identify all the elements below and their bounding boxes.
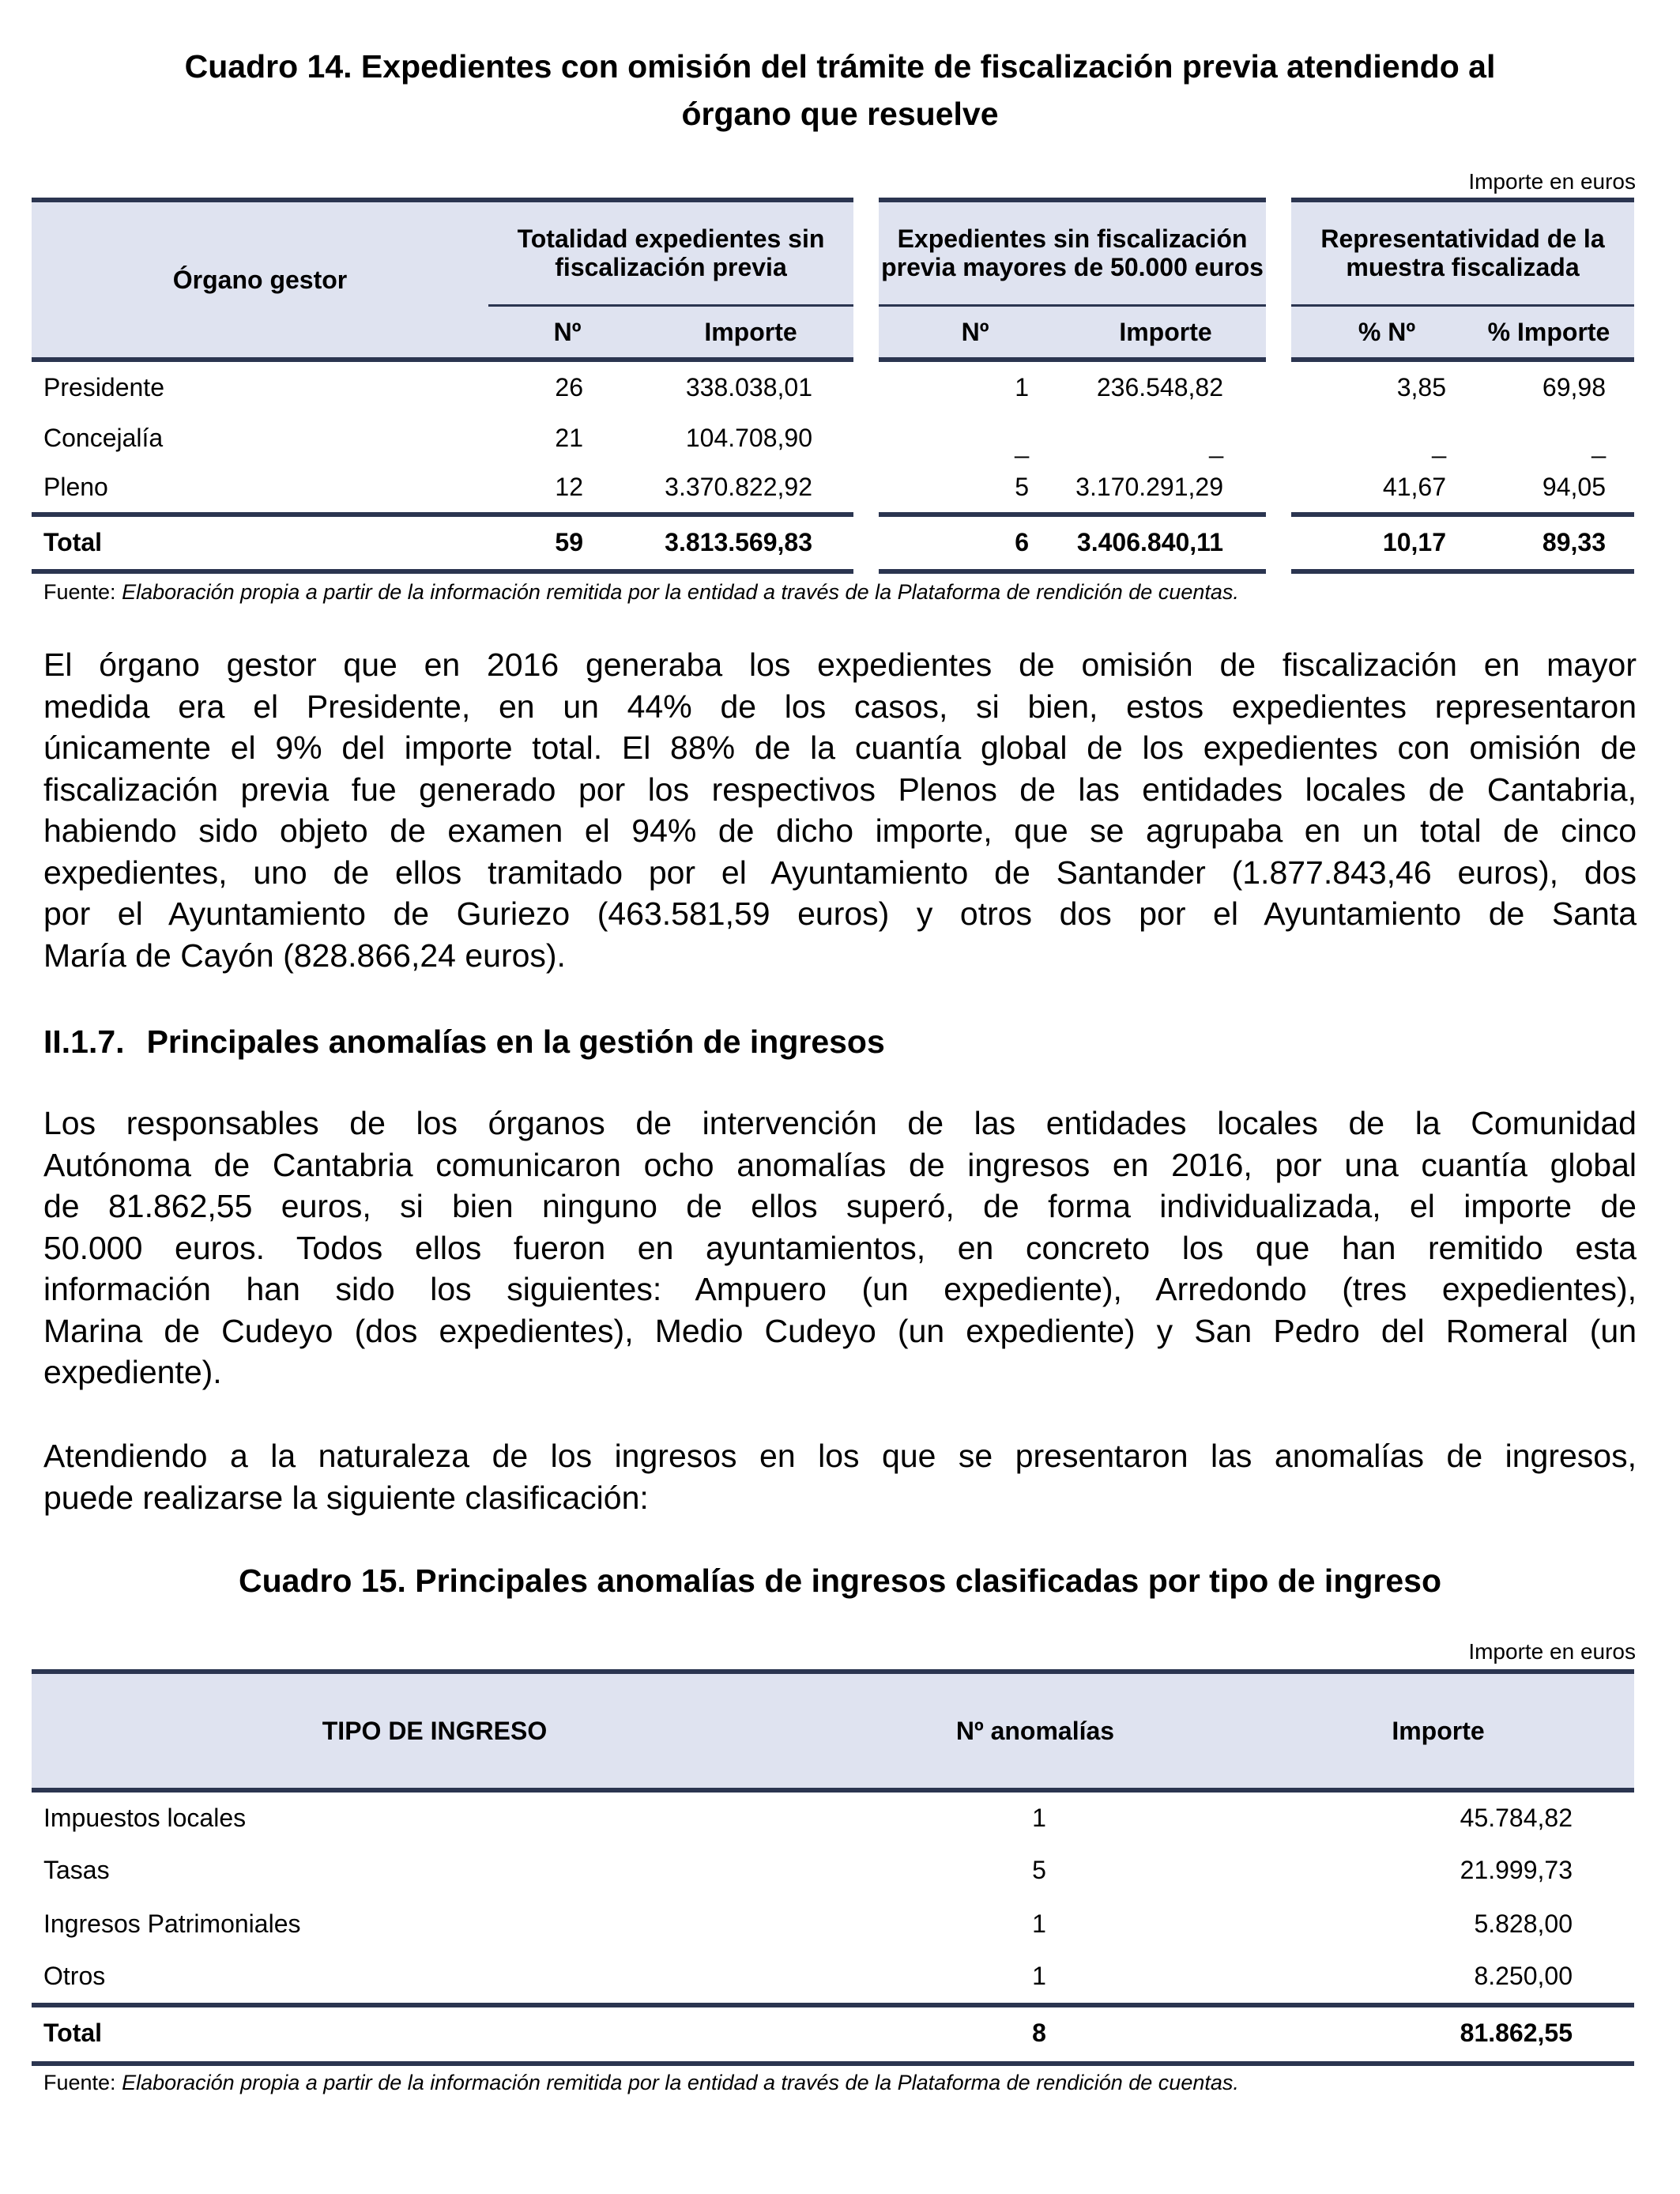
rule bbox=[32, 2003, 1634, 2007]
cell-n: 1 bbox=[1032, 1962, 1046, 1990]
cell-importe: 45.784,82 bbox=[1460, 1804, 1573, 1832]
paragraph-3 bbox=[43, 1435, 1637, 1518]
total-pct-n: 10,17 bbox=[1382, 528, 1446, 556]
source-label: Fuente: bbox=[43, 580, 122, 604]
cell-pct-n: 41,67 bbox=[1382, 473, 1446, 501]
cell-n2: _ bbox=[1015, 430, 1029, 458]
cuadro-14-title-line-1: Cuadro 14. Expedientes con omisión del trámite de fiscalización previa atendiendo al bbox=[184, 48, 1496, 85]
rule bbox=[879, 569, 1266, 574]
cell-tipo: Otros bbox=[43, 1962, 106, 1990]
total-label: Total bbox=[43, 528, 103, 556]
rule bbox=[879, 357, 1266, 362]
cell-n2: 5 bbox=[1015, 473, 1029, 501]
header-representatividad: Representatividad de la muestra fiscalizada bbox=[1320, 224, 1605, 281]
header-importe-1: Importe bbox=[704, 318, 797, 346]
cuadro-14-title bbox=[79, 43, 1601, 138]
cell-importe: 8.250,00 bbox=[1474, 1962, 1573, 1990]
cell-n: 1 bbox=[1032, 1909, 1046, 1938]
total-n: 8 bbox=[1032, 2019, 1046, 2047]
cell-tipo: Ingresos Patrimoniales bbox=[43, 1909, 301, 1938]
paragraph-line: información han sido los siguientes: Ampuero (un expediente), Arredondo (tres expedientes), bbox=[43, 1271, 1637, 1307]
header-n-1: Nº bbox=[553, 318, 582, 346]
paragraph-line: Los responsables de los órganos de intervención de las entidades locales de la Comunidad bbox=[43, 1105, 1637, 1141]
paragraph-line: Autónoma de Cantabria comunicaron ocho anomalías de ingresos en 2016, por una cuantía global bbox=[43, 1146, 1637, 1183]
cell-n1: 26 bbox=[555, 373, 583, 401]
rule bbox=[32, 569, 853, 574]
paragraph-line: únicamente el 9% del importe total. El 88% de la cuantía global de los expedientes con omisión de bbox=[43, 729, 1637, 766]
cuadro-15-source bbox=[43, 2069, 1624, 2096]
source-label: Fuente: bbox=[43, 2071, 122, 2094]
cell-pct-importe: 94,05 bbox=[1542, 473, 1606, 501]
cell-imp2: _ bbox=[1209, 430, 1223, 458]
cell-organo: Presidente bbox=[43, 373, 164, 401]
total-pct-importe: 89,33 bbox=[1542, 528, 1606, 556]
rule bbox=[32, 512, 853, 517]
paragraph-line: fiscalización previa fue generado por los respectivos Plenos de las entidades locales de Cantabria, bbox=[43, 771, 1637, 808]
cell-tipo: Tasas bbox=[43, 1856, 110, 1884]
cuadro-14-source bbox=[43, 579, 1624, 605]
header-pct-importe: % Importe bbox=[1487, 318, 1610, 346]
paragraph-line: puede realizarse la siguiente clasificación: bbox=[43, 1479, 649, 1516]
paragraph-line: Marina de Cudeyo (dos expedientes), Medio Cudeyo (un expediente) y San Pedro del Romeral (un bbox=[43, 1312, 1637, 1349]
paragraph-line: 50.000 euros. Todos ellos fueron en ayuntamientos, en concreto los que han remitido esta bbox=[43, 1229, 1637, 1266]
rule bbox=[879, 512, 1266, 517]
total-importe: 81.862,55 bbox=[1460, 2019, 1573, 2047]
paragraph-line: de 81.862,55 euros, si bien ninguno de ellos superó, de forma individualizada, el importe de bbox=[43, 1188, 1637, 1224]
rule bbox=[879, 304, 1266, 307]
cell-importe: 5.828,00 bbox=[1474, 1909, 1573, 1938]
total-imp1: 3.813.569,83 bbox=[665, 528, 812, 556]
cuadro-14-unit: Importe en euros bbox=[1468, 169, 1636, 194]
rule bbox=[1291, 304, 1634, 307]
cell-imp2: 236.548,82 bbox=[1096, 373, 1223, 401]
cell-n2: 1 bbox=[1015, 373, 1029, 401]
cuadro-15-title: Cuadro 15. Principales anomalías de ingresos clasificadas por tipo de ingreso bbox=[238, 1563, 1442, 1599]
cell-pct-n: 3,85 bbox=[1396, 373, 1446, 401]
header-totalidad: Totalidad expedientes sin fiscalización previa bbox=[517, 224, 825, 281]
paragraph-1 bbox=[43, 644, 1637, 976]
rule bbox=[1291, 569, 1634, 574]
paragraph-line: habiendo sido objeto de examen el 94% de dicho importe, que se agrupaba en un total de cinco bbox=[43, 812, 1637, 849]
cell-organo: Pleno bbox=[43, 473, 108, 501]
cell-imp1: 338.038,01 bbox=[685, 373, 812, 401]
section-title: Principales anomalías en la gestión de ingresos bbox=[146, 1023, 885, 1060]
cuadro-14-title-line-2: órgano que resuelve bbox=[681, 96, 999, 132]
header-importe-2: Importe bbox=[1119, 318, 1212, 346]
cell-imp1: 3.370.822,92 bbox=[665, 473, 812, 501]
header-n-anomalias: Nº anomalías bbox=[955, 1717, 1115, 1745]
total-imp2: 3.406.840,11 bbox=[1076, 528, 1223, 556]
paragraph-line: por el Ayuntamiento de Guriezo (463.581,59 euros) y otros dos por el Ayuntamiento de Santa bbox=[43, 895, 1637, 932]
cell-organo: Concejalía bbox=[43, 424, 164, 452]
cell-n: 1 bbox=[1032, 1804, 1046, 1832]
cell-importe: 21.999,73 bbox=[1460, 1856, 1573, 1884]
total-label: Total bbox=[43, 2019, 103, 2047]
paragraph-line: expediente). bbox=[43, 1354, 222, 1390]
cuadro-15-unit: Importe en euros bbox=[1468, 1639, 1636, 1664]
cell-n1: 12 bbox=[555, 473, 583, 501]
header-mayores-50000: Expedientes sin fiscalización previa mayores de 50.000 euros bbox=[881, 224, 1264, 281]
rule bbox=[488, 304, 853, 307]
cell-imp1: 104.708,90 bbox=[685, 424, 812, 452]
cell-pct-importe: 69,98 bbox=[1542, 373, 1606, 401]
rule bbox=[32, 1788, 1634, 1793]
section-heading bbox=[43, 1020, 885, 1064]
total-n1: 59 bbox=[555, 528, 583, 556]
header-pct-n: % Nº bbox=[1358, 318, 1416, 346]
rule bbox=[1291, 357, 1634, 362]
paragraph-2 bbox=[43, 1103, 1637, 1393]
rule bbox=[32, 357, 853, 362]
cell-n1: 21 bbox=[555, 424, 583, 452]
header-organo-gestor: Órgano gestor bbox=[172, 266, 348, 294]
cell-imp2: 3.170.291,29 bbox=[1075, 473, 1223, 501]
paragraph-line: Atendiendo a la naturaleza de los ingresos en los que se presentaron las anomalías de ingresos, bbox=[43, 1438, 1637, 1474]
source-text: Elaboración propia a partir de la información remitida por la entidad a través de la Plataforma de rendición de cuentas. bbox=[122, 2071, 1239, 2094]
header-importe: Importe bbox=[1392, 1717, 1485, 1745]
paragraph-line: expedientes, uno de ellos tramitado por el Ayuntamiento de Santander (1.877.843,46 euros), dos bbox=[43, 854, 1637, 891]
header-n-2: Nº bbox=[961, 318, 989, 346]
cell-pct-importe: _ bbox=[1591, 430, 1606, 458]
header-tipo-ingreso: TIPO DE INGRESO bbox=[322, 1717, 548, 1745]
paragraph-line: El órgano gestor que en 2016 generaba los expedientes de omisión de fiscalización en mayor bbox=[43, 647, 1637, 683]
rule bbox=[32, 2061, 1634, 2066]
section-number: II.1.7. bbox=[43, 1023, 125, 1060]
paragraph-line: medida era el Presidente, en un 44% de los casos, si bien, estos expedientes representaron bbox=[43, 688, 1637, 725]
rule bbox=[1291, 512, 1634, 517]
total-n2: 6 bbox=[1015, 528, 1029, 556]
cell-n: 5 bbox=[1032, 1856, 1046, 1884]
paragraph-line: María de Cayón (828.866,24 euros). bbox=[43, 937, 566, 974]
source-text: Elaboración propia a partir de la información remitida por la entidad a través de la Plataforma de rendición de cuentas. bbox=[122, 580, 1239, 604]
cell-tipo: Impuestos locales bbox=[43, 1804, 247, 1832]
cell-pct-n: _ bbox=[1432, 430, 1446, 458]
